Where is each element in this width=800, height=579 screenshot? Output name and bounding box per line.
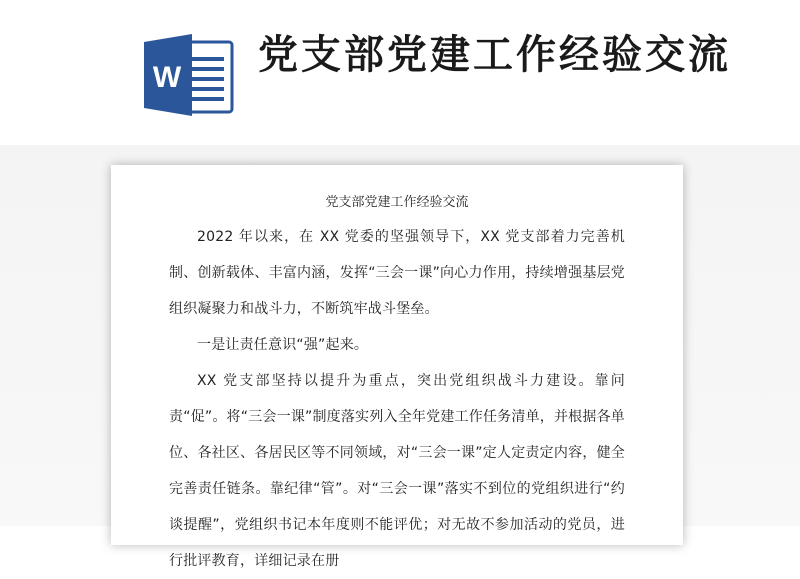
paragraph-section-heading: 一是让责任意识“强”起来。: [197, 337, 369, 353]
paragraph-content: XX 党支部坚持以提升为重点，突出党组织战斗力建设。靠问责“促”。将“三会一课”制度落实列入全年党建工作任务清单，并根据各单位、各社区、各居民区等不同领域，对“三会一课”定人定责定内容，健全完善责任链条。靠纪律“管”。对“三会一课”落实不到位的党组织进行“约谈提醒”，党组织书记本年度则不能评优；对无故不参加活动的党员，进行批评教育，详细记录在册: [169, 373, 625, 569]
svg-text:W: W: [152, 61, 182, 94]
document-body: [169, 219, 625, 579]
paragraph-intro: 2022 年以来，在 XX 党委的坚强领导下，XX 党支部着力完善机制、创新载体、丰富内涵，发挥“三会一课”向心力作用，持续增强基层党组织凝聚力和战斗力，不断筑牢战斗堡垒。: [169, 229, 625, 317]
word-icon: [140, 30, 236, 120]
document-title: 党支部党建工作经验交流: [258, 32, 731, 78]
page-heading: 党支部党建工作经验交流: [325, 195, 469, 210]
header-banner: [0, 0, 800, 145]
document-page: [111, 165, 683, 569]
